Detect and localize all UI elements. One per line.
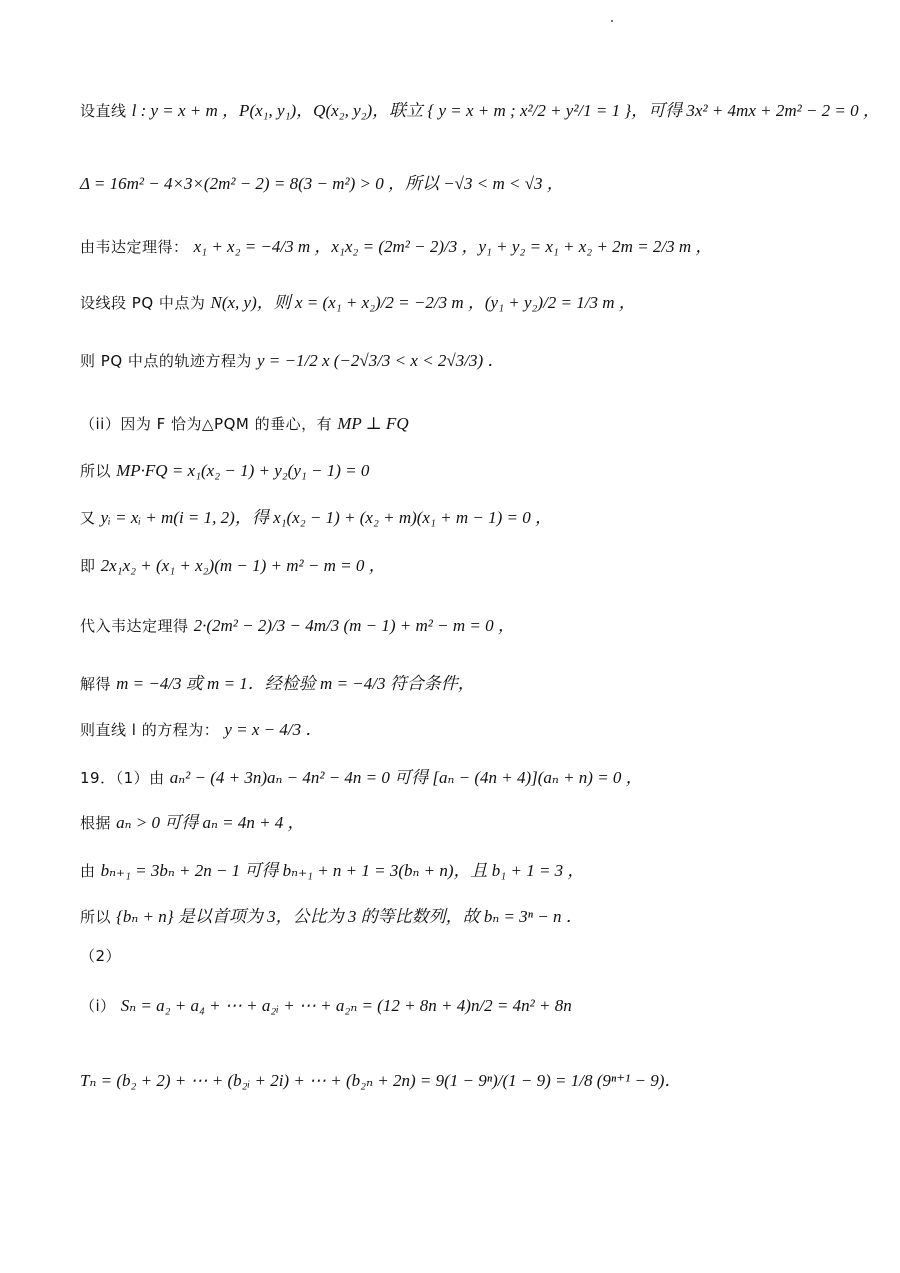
line-16-label: 所以	[80, 908, 112, 926]
text-line-1	[80, 100, 880, 122]
text-line-19	[80, 1070, 840, 1092]
text-line-14	[80, 812, 840, 834]
line-13-label: 19．（1）由	[80, 769, 165, 787]
text-line-10	[80, 615, 840, 637]
text-line-5	[80, 350, 840, 372]
text-line-9	[80, 555, 840, 577]
line-13-math: aₙ² − (4 + 3n)aₙ − 4n² − 4n = 0 可得 [aₙ − (4n + 4)](aₙ + n) = 0 ，	[169, 768, 643, 787]
line-4-label: 设线段 PQ 中点为	[80, 294, 206, 312]
line-4-math: N(x, y)，则 x = (x₁ + x₂)/2 = −2/3 m ，(y₁ + y₂)/2 = 1/3 m ，	[210, 293, 636, 312]
text-line-15	[80, 860, 840, 882]
line-16-math: {bₙ + n} 是以首项为 3，公比为 3 的等比数列，故 bₙ = 3ⁿ − n ．	[116, 907, 583, 926]
line-5-label: 则 PQ 中点的轨迹方程为	[80, 352, 252, 370]
line-7-label: 所以	[80, 462, 112, 480]
text-line-12	[80, 719, 840, 741]
line-2-math: Δ = 16m² − 4×3×(2m² − 2) = 8(3 − m²) > 0 ，所以 −√3 < m < √3 ，	[80, 174, 564, 193]
line-3-math: x₁ + x₂ = −4/3 m ，x₁x₂ = (2m² − 2)/3 ，y₁ + y₂ = x₁ + x₂ + 2m = 2/3 m ，	[193, 237, 713, 256]
line-1-math: l : y = x + m ，P(x₁, y₁)，Q(x₂, y₂)，联立 { y = x + m ; x²/2 + y²/1 = 1 }，可得 3x² + 4mx + 2m² − 2 = 0 ，	[131, 101, 880, 120]
line-9-math: 2x₁x₂ + (x₁ + x₂)(m − 1) + m² − m = 0 ，	[100, 556, 386, 575]
line-1-label: 设直线	[80, 102, 127, 120]
text-line-17	[80, 945, 840, 967]
line-7-math: MP·FQ = x₁(x₂ − 1) + y₂(y₁ − 1) = 0	[116, 461, 370, 480]
line-10-label: 代入韦达定理得	[80, 617, 189, 635]
page-dot	[611, 20, 613, 22]
line-5-math: y = −1/2 x (−2√3/3 < x < 2√3/3) ．	[256, 351, 505, 370]
line-6-label: （ii）因为 F 恰为△PQM 的垂心，有	[80, 415, 333, 433]
text-line-13	[80, 767, 840, 789]
line-19-math: Tₙ = (b₂ + 2) + ⋯ + (b₂ᵢ + 2i) + ⋯ + (b₂ₙ + 2n) = 9(1 − 9ⁿ)/(1 − 9) = 1/8 (9ⁿ⁺¹ − 9)．	[80, 1071, 682, 1090]
text-line-3	[80, 236, 840, 258]
line-15-math: bₙ₊₁ = 3bₙ + 2n − 1 可得 bₙ₊₁ + n + 1 = 3(bₙ + n)，且 b₁ + 1 = 3 ，	[100, 861, 585, 880]
text-line-4	[80, 292, 840, 314]
line-11-label: 解得	[80, 675, 112, 693]
text-line-8	[80, 507, 840, 529]
line-6-math: MP ⊥ FQ	[337, 414, 409, 433]
text-line-2	[80, 173, 840, 195]
line-8-math: yᵢ = xᵢ + m(i = 1, 2)，得 x₁(x₂ − 1) + (x₂ + m)(x₁ + m − 1) = 0 ，	[100, 508, 552, 527]
line-17-label: （2）	[80, 947, 122, 965]
line-15-label: 由	[80, 862, 96, 880]
line-3-label: 由韦达定理得：	[80, 238, 189, 256]
line-18-label: （i）	[80, 997, 116, 1015]
line-10-math: 2·(2m² − 2)/3 − 4m/3 (m − 1) + m² − m = 0 ，	[193, 616, 515, 635]
line-12-label: 则直线 l 的方程为：	[80, 721, 220, 739]
text-line-18	[80, 995, 840, 1017]
line-14-label: 根据	[80, 814, 112, 832]
text-line-16	[80, 906, 840, 928]
text-line-6	[80, 413, 840, 435]
line-11-math: m = −4/3 或 m = 1．经检验 m = −4/3 符合条件，	[116, 674, 475, 693]
text-line-7	[80, 460, 840, 482]
line-18-math: Sₙ = a₂ + a₄ + ⋯ + a₂ᵢ + ⋯ + a₂ₙ = (12 + 8n + 4)n/2 = 4n² + 8n	[120, 996, 572, 1015]
text-line-11	[80, 673, 840, 695]
line-9-label: 即	[80, 557, 96, 575]
line-14-math: aₙ > 0 可得 aₙ = 4n + 4 ，	[116, 813, 305, 832]
line-8-label: 又	[80, 509, 96, 527]
line-12-math: y = x − 4/3 ．	[224, 720, 323, 739]
